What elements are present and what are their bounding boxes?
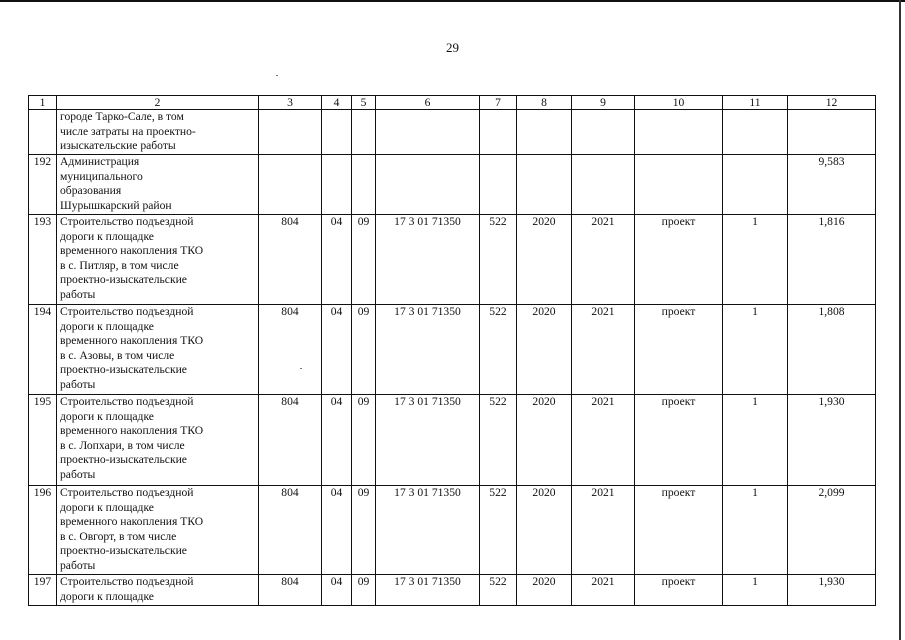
start-year: 2020: [517, 575, 572, 606]
work-stage: [635, 155, 723, 215]
item-name-line: работы: [60, 467, 96, 481]
table-row: [29, 575, 876, 606]
expense-type-code: 522: [480, 575, 517, 606]
row-number: 193: [29, 215, 57, 305]
table-row: [29, 110, 876, 155]
amount: [788, 110, 876, 155]
column-header: 3: [259, 96, 322, 110]
target-article-code: 17 3 01 71350: [376, 395, 480, 486]
start-year: 2020: [517, 395, 572, 486]
expense-type-code: [480, 155, 517, 215]
section-code: 04: [322, 486, 352, 575]
quantity: [723, 155, 788, 215]
item-name: [57, 395, 259, 486]
expense-type-code: 522: [480, 486, 517, 575]
amount: 1,930: [788, 395, 876, 486]
expense-type-code: 522: [480, 395, 517, 486]
item-name-line: образования: [60, 184, 122, 198]
item-name-line: дороги к площадке: [60, 229, 154, 243]
start-year: [517, 110, 572, 155]
amount: 9,583: [788, 155, 876, 215]
ministry-code: 804: [259, 305, 322, 395]
start-year: [517, 155, 572, 215]
column-header: 10: [635, 96, 723, 110]
item-name: [57, 215, 259, 305]
subsection-code: 09: [352, 486, 376, 575]
end-year: 2021: [572, 395, 635, 486]
row-number: 192: [29, 155, 57, 215]
end-year: [572, 110, 635, 155]
section-code: [322, 110, 352, 155]
work-stage: проект: [635, 486, 723, 575]
row-number: 196: [29, 486, 57, 575]
row-number: 197: [29, 575, 57, 606]
right-border-line: [899, 0, 901, 640]
item-name-line: временного накопления ТКО: [60, 334, 204, 348]
subsection-code: [352, 155, 376, 215]
item-name-line: временного накопления ТКО: [60, 244, 204, 258]
item-name-line: проектно-изыскательские: [60, 453, 187, 467]
item-name-line: Строительство подъездной: [60, 395, 194, 408]
item-name-line: проектно-изыскательские: [60, 363, 187, 377]
end-year: 2021: [572, 305, 635, 395]
item-name-line: проектно-изыскательские: [60, 544, 187, 558]
section-code: 04: [322, 305, 352, 395]
column-header: 4: [322, 96, 352, 110]
end-year: 2021: [572, 575, 635, 606]
ministry-code: 804: [259, 575, 322, 606]
item-name-line: муниципального: [60, 169, 143, 183]
table-row: [29, 215, 876, 305]
start-year: 2020: [517, 305, 572, 395]
table-row: [29, 486, 876, 575]
target-article-code: [376, 110, 480, 155]
item-name-line: Строительство подъездной: [60, 215, 194, 228]
item-name-line: городе Тарко-Сале, в том: [60, 110, 184, 123]
quantity: 1: [723, 215, 788, 305]
subsection-code: [352, 110, 376, 155]
item-name-line: временного накопления ТКО: [60, 424, 204, 438]
row-number: [29, 110, 57, 155]
work-stage: проект: [635, 215, 723, 305]
quantity: 1: [723, 575, 788, 606]
ministry-code: 804: [259, 486, 322, 575]
amount: 2,099: [788, 486, 876, 575]
amount: 1,808: [788, 305, 876, 395]
item-name-line: проектно-изыскательские: [60, 273, 187, 287]
work-stage: проект: [635, 305, 723, 395]
item-name-line: дороги к площадке: [60, 500, 154, 514]
work-stage: [635, 110, 723, 155]
item-name: [57, 110, 259, 155]
quantity: [723, 110, 788, 155]
expense-type-code: 522: [480, 215, 517, 305]
item-name-line: временного накопления ТКО: [60, 515, 204, 529]
start-year: 2020: [517, 215, 572, 305]
subsection-code: 09: [352, 395, 376, 486]
end-year: 2021: [572, 215, 635, 305]
item-name: [57, 155, 259, 215]
row-number: 194: [29, 305, 57, 395]
amount: 1,930: [788, 575, 876, 606]
target-article-code: 17 3 01 71350: [376, 575, 480, 606]
item-name-line: дороги к площадке: [60, 409, 154, 423]
section-code: 04: [322, 215, 352, 305]
item-name-line: Строительство подъездной: [60, 486, 194, 499]
subsection-code: 09: [352, 575, 376, 606]
target-article-code: 17 3 01 71350: [376, 305, 480, 395]
column-header: 5: [352, 96, 376, 110]
target-article-code: 17 3 01 71350: [376, 486, 480, 575]
item-name-line: Строительство подъездной: [60, 575, 194, 588]
ministry-code: [259, 155, 322, 215]
subsection-code: 09: [352, 305, 376, 395]
table-row: [29, 395, 876, 486]
column-header: 7: [480, 96, 517, 110]
item-name: [57, 486, 259, 575]
section-code: 04: [322, 575, 352, 606]
table-row: [29, 305, 876, 395]
item-name-line: Шурышкарский район: [60, 198, 172, 212]
table-row: [29, 155, 876, 215]
column-header: 6: [376, 96, 480, 110]
item-name: [57, 575, 259, 606]
item-name-line: работы: [60, 558, 96, 572]
item-name-line: в с. Лопхари, в том числе: [60, 438, 185, 452]
item-name-line: дороги к площадке: [60, 319, 154, 333]
expense-type-code: 522: [480, 305, 517, 395]
item-name-line: в с. Питляр, в том числе: [60, 258, 179, 272]
item-name: [57, 305, 259, 395]
column-header: 11: [723, 96, 788, 110]
ministry-code: [259, 110, 322, 155]
subsection-code: 09: [352, 215, 376, 305]
scan-speck: [276, 75, 278, 76]
item-name-line: в с. Азовы, в том числе: [60, 348, 175, 362]
column-header: 9: [572, 96, 635, 110]
target-article-code: 17 3 01 71350: [376, 215, 480, 305]
ministry-code: 804: [259, 395, 322, 486]
item-name-line: Администрация: [60, 155, 140, 168]
target-article-code: [376, 155, 480, 215]
column-header: 12: [788, 96, 876, 110]
section-code: 04: [322, 395, 352, 486]
amount: 1,816: [788, 215, 876, 305]
start-year: 2020: [517, 486, 572, 575]
quantity: 1: [723, 395, 788, 486]
header-row: [29, 96, 876, 110]
item-name-line: числе затраты на проектно-: [60, 124, 196, 138]
column-header: 8: [517, 96, 572, 110]
row-number: 195: [29, 395, 57, 486]
item-name-line: дороги к площадке: [60, 589, 154, 603]
item-name-line: изыскательские работы: [60, 139, 176, 153]
ministry-code: 804: [259, 215, 322, 305]
page-number: 29: [446, 40, 459, 55]
item-name-line: Строительство подъездной: [60, 305, 194, 318]
top-border-line: [0, 0, 905, 2]
column-header: 1: [29, 96, 57, 110]
quantity: 1: [723, 305, 788, 395]
column-header: 2: [57, 96, 259, 110]
item-name-line: работы: [60, 287, 96, 301]
item-name-line: работы: [60, 377, 96, 391]
quantity: 1: [723, 486, 788, 575]
section-code: [322, 155, 352, 215]
work-stage: проект: [635, 395, 723, 486]
end-year: [572, 155, 635, 215]
end-year: 2021: [572, 486, 635, 575]
expense-type-code: [480, 110, 517, 155]
budget-table: [28, 95, 876, 606]
item-name-line: в с. Овгорт, в том числе: [60, 529, 177, 543]
work-stage: проект: [635, 575, 723, 606]
